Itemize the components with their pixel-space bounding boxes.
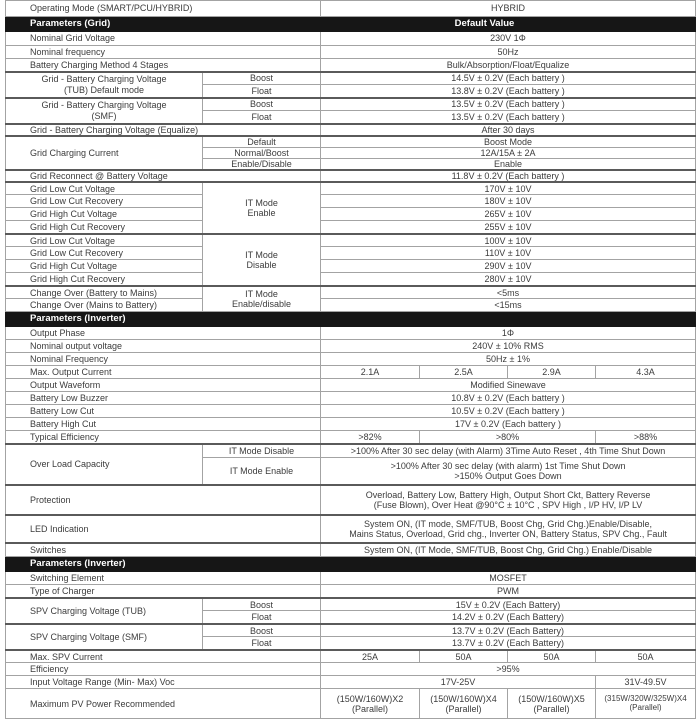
param-label-line2: (SMF) — [91, 110, 117, 121]
param-value: 170V ± 10V — [321, 182, 696, 195]
row-operating-mode — [6, 1, 696, 17]
section-header-inverter-cell — [6, 312, 696, 327]
param-label: Grid High Cut Voltage — [6, 208, 203, 221]
param-value: Enable — [321, 158, 696, 170]
row-it-enable-2 — [6, 195, 696, 208]
it-mode-label-line2: Enable — [247, 207, 276, 218]
model-value-1: >82% — [321, 431, 420, 444]
param-value: 17V ± 0.2V (Each battery ) — [321, 418, 696, 431]
param-value: 13.5V ± 0.2V (Each battery ) — [321, 111, 696, 124]
row-changeover-2 — [6, 299, 696, 312]
param-value-line2: >150% Output Goes Down — [454, 471, 562, 482]
param-label: Nominal output voltage — [6, 340, 321, 353]
section-header-grid-title: Parameters (Grid) — [30, 17, 111, 29]
section-header-grid — [6, 17, 696, 32]
row-it-disable-4 — [6, 273, 696, 286]
sub-label: Default — [203, 136, 321, 148]
pv-value-line1: (315W/320W/325W)X4 — [604, 693, 687, 703]
param-value — [321, 485, 696, 515]
row-typical-efficiency — [6, 431, 696, 444]
param-label-line2: (TUB) Default mode — [63, 84, 145, 95]
param-label: Battery High Cut — [6, 418, 321, 431]
sub-label: IT Mode Enable — [203, 458, 321, 485]
sub-label: IT Mode Disable — [203, 444, 321, 458]
param-label-line1: Grid - Battery Charging Voltage — [41, 74, 167, 85]
param-label: SPV Charging Voltage (TUB) — [6, 598, 203, 624]
section-header-inverter — [6, 312, 696, 327]
row-it-disable-1 — [6, 234, 696, 247]
sub-label: Enable/Disable — [203, 158, 321, 170]
model-value-2: >80% — [420, 431, 596, 444]
param-label: Grid Low Cut Recovery — [6, 195, 203, 208]
param-value: 280V ± 10V — [321, 273, 696, 286]
sub-label: Float — [203, 111, 321, 124]
sub-label: Normal/Boost — [203, 147, 321, 158]
param-label: Grid High Cut Recovery — [6, 273, 203, 286]
row-it-enable-1 — [6, 182, 696, 195]
model-value-2 — [420, 689, 508, 719]
model-value-3: >88% — [596, 431, 696, 444]
param-value: Modified Sinewave — [321, 379, 696, 392]
row-equalize — [6, 124, 696, 136]
param-label: Grid Low Cut Voltage — [6, 234, 203, 247]
row-it-enable-3 — [6, 208, 696, 221]
row-input-voltage-range — [6, 676, 696, 689]
param-label: SPV Charging Voltage (SMF) — [6, 624, 203, 650]
sub-label: Float — [203, 611, 321, 624]
pv-value-line1: (150W/160W)X4 — [430, 693, 497, 704]
param-value: 255V ± 10V — [321, 221, 696, 234]
param-label: Grid Low Cut Voltage — [6, 182, 203, 195]
row-nominal-output-voltage — [6, 340, 696, 353]
row-it-disable-2 — [6, 247, 696, 260]
param-value: <15ms — [321, 299, 696, 312]
param-label: Grid High Cut Voltage — [6, 260, 203, 273]
row-nominal-grid-voltage — [6, 32, 696, 46]
row-output-phase — [6, 327, 696, 340]
row-grid-reconnect — [6, 170, 696, 182]
row-max-output-current — [6, 366, 696, 379]
it-mode-enable-disable-cell — [203, 286, 321, 312]
param-value: 12A/15A ± 2A — [321, 147, 696, 158]
param-value: 15V ± 0.2V (Each Battery) — [321, 598, 696, 611]
pv-value-line2: (Parallel) — [533, 703, 570, 714]
model-value-1: 2.1A — [321, 366, 420, 379]
param-label: Over Load Capacity — [6, 444, 203, 485]
spec-table — [5, 0, 696, 719]
param-label: Max. SPV Current — [6, 650, 321, 663]
model-value-3 — [508, 689, 596, 719]
model-value-4 — [596, 689, 696, 719]
param-value: Boost Mode — [321, 136, 696, 148]
row-tub-boost — [6, 72, 696, 85]
sub-label: Boost — [203, 98, 321, 111]
param-label: Grid High Cut Recovery — [6, 221, 203, 234]
param-value: 180V ± 10V — [321, 195, 696, 208]
model-value-2: 2.5A — [420, 366, 508, 379]
sub-label: Boost — [203, 624, 321, 637]
row-changeover-1 — [6, 286, 696, 299]
param-value: 13.7V ± 0.2V (Each Battery) — [321, 624, 696, 637]
row-nominal-frequency — [6, 46, 696, 59]
model-value-3: 50A — [508, 650, 596, 663]
param-label: Grid Low Cut Recovery — [6, 247, 203, 260]
section-header-inverter-title: Parameters (Inverter) — [30, 313, 126, 325]
operating-mode-label: Operating Mode (SMART/PCU/HYBRID) — [6, 1, 321, 17]
param-value: 265V ± 10V — [321, 208, 696, 221]
param-value: <5ms — [321, 286, 696, 299]
operating-mode-value: HYBRID — [321, 1, 696, 17]
param-label: Grid - Battery Charging Voltage (Equalize) — [6, 124, 321, 136]
param-value-line1: Overload, Battery Low, Battery High, Output Short Ckt, Battery Reverse — [365, 489, 651, 500]
param-value: 10.8V ± 0.2V (Each battery ) — [321, 392, 696, 405]
param-label: LED Indication — [6, 515, 321, 543]
param-label-line1: Grid - Battery Charging Voltage — [41, 100, 167, 111]
row-led-indication — [6, 515, 696, 543]
sub-label: Float — [203, 637, 321, 650]
row-max-spv-current — [6, 650, 696, 663]
param-value: System ON, (IT Mode, SMF/TUB, Boost Chg, Grid Chg.) Enable/Disable — [321, 543, 696, 557]
row-nominal-frequency-inv — [6, 353, 696, 366]
param-label: Nominal Grid Voltage — [6, 32, 321, 46]
section-header-solar-title: Parameters (Inverter) — [30, 558, 126, 570]
it-mode-label-line1: IT Mode — [245, 249, 278, 260]
param-value — [321, 515, 696, 543]
param-value: After 30 days — [321, 124, 696, 136]
param-label: Output Waveform — [6, 379, 321, 392]
param-value-line2: (Fuse Blown), Over Heat @90°C ± 10°C , SPV High , I/P HV, I/P LV — [373, 499, 643, 510]
param-label: Switches — [6, 543, 321, 557]
row-switches — [6, 543, 696, 557]
param-label: Nominal Frequency — [6, 353, 321, 366]
param-value: 13.5V ± 0.2V (Each battery ) — [321, 98, 696, 111]
section-header-default-value: Default Value — [454, 17, 515, 29]
param-value: 290V ± 10V — [321, 260, 696, 273]
model-value-4: 4.3A — [596, 366, 696, 379]
section-header-solar — [6, 557, 696, 572]
param-label: Battery Low Cut — [6, 405, 321, 418]
model-value-1 — [321, 689, 420, 719]
model-value-4: 50A — [596, 650, 696, 663]
param-value: 1Φ — [321, 327, 696, 340]
row-battery-high-cut — [6, 418, 696, 431]
pv-value-line1: (150W/160W)X5 — [518, 693, 585, 704]
it-mode-label-line1: IT Mode — [245, 289, 278, 300]
sub-label: Float — [203, 85, 321, 98]
sub-label: Boost — [203, 72, 321, 85]
row-output-waveform — [6, 379, 696, 392]
param-label: Change Over (Mains to Battery) — [6, 299, 203, 312]
param-label: Output Phase — [6, 327, 321, 340]
param-label: Battery Low Buzzer — [6, 392, 321, 405]
row-battery-low-cut — [6, 405, 696, 418]
row-battery-low-buzzer — [6, 392, 696, 405]
param-value: >100% After 30 sec delay (with Alarm) 3Time Auto Reset , 4th Time Shut Down — [321, 444, 696, 458]
param-label: Type of Charger — [6, 585, 321, 598]
param-label: Maximum PV Power Recommended — [6, 689, 321, 719]
row-it-disable-3 — [6, 260, 696, 273]
param-label: Nominal frequency — [6, 46, 321, 59]
pv-value-line1: (150W/160W)X2 — [336, 693, 404, 704]
model-value-2: 50A — [420, 650, 508, 663]
param-label: Grid Charging Current — [6, 136, 203, 170]
param-value: Bulk/Absorption/Float/Equalize — [321, 59, 696, 72]
it-mode-label-line2: Enable/disable — [231, 299, 292, 310]
it-mode-disable-cell — [203, 234, 321, 286]
row-protection — [6, 485, 696, 515]
range-value-2: 31V-49.5V — [596, 676, 696, 689]
pv-value-line2: (Parallel) — [445, 703, 482, 714]
param-value-line2: Mains Status, Overload, Grid chg., Inverter ON, Battery Status, SPV Chg., Fault — [349, 528, 667, 539]
param-label: Protection — [6, 485, 321, 515]
param-label: Change Over (Battery to Mains) — [6, 286, 203, 299]
param-value-line1: >100% After 30 sec delay (with alarm) 1st Time Shut Down — [390, 461, 626, 472]
param-value: 230V 1Φ — [321, 32, 696, 46]
row-overload-disable — [6, 444, 696, 458]
row-spv-tub-boost — [6, 598, 696, 611]
it-mode-label-line2: Disable — [246, 259, 277, 270]
param-label: Efficiency — [6, 663, 321, 676]
param-label-smf — [6, 98, 203, 124]
param-value: 50Hz ± 1% — [321, 353, 696, 366]
row-charging-current-default — [6, 136, 696, 148]
param-value: 240V ± 10% RMS — [321, 340, 696, 353]
param-value: 11.8V ± 0.2V (Each battery ) — [321, 170, 696, 182]
param-label: Switching Element — [6, 572, 321, 585]
row-type-of-charger — [6, 585, 696, 598]
section-header-solar-cell — [6, 557, 696, 572]
model-value-3: 2.9A — [508, 366, 596, 379]
pv-value-line2: (Parallel) — [352, 703, 389, 714]
param-value: 110V ± 10V — [321, 247, 696, 260]
param-value: MOSFET — [321, 572, 696, 585]
row-max-pv-power — [6, 689, 696, 719]
model-value-1: 25A — [321, 650, 420, 663]
param-value: 100V ± 10V — [321, 234, 696, 247]
param-value: 14.2V ± 0.2V (Each Battery) — [321, 611, 696, 624]
param-value: 10.5V ± 0.2V (Each battery ) — [321, 405, 696, 418]
range-value-1: 17V-25V — [321, 676, 596, 689]
it-mode-enable-cell — [203, 182, 321, 234]
pv-value-line2: (Parallel) — [629, 702, 662, 712]
it-mode-label-line1: IT Mode — [245, 197, 278, 208]
param-value: 14.5V ± 0.2V (Each battery ) — [321, 72, 696, 85]
row-efficiency — [6, 663, 696, 676]
sub-label: Boost — [203, 598, 321, 611]
row-charging-method — [6, 59, 696, 72]
param-label: Typical Efficiency — [6, 431, 321, 444]
param-label: Input Voltage Range (Min- Max) Voc — [6, 676, 321, 689]
param-value: >95% — [321, 663, 696, 676]
param-label: Grid Reconnect @ Battery Voltage — [6, 170, 321, 182]
row-it-enable-4 — [6, 221, 696, 234]
param-label: Battery Charging Method 4 Stages — [6, 59, 321, 72]
row-switching-element — [6, 572, 696, 585]
param-label-tub — [6, 72, 203, 98]
param-value: 50Hz — [321, 46, 696, 59]
param-value: 13.7V ± 0.2V (Each Battery) — [321, 637, 696, 650]
param-value: 13.8V ± 0.2V (Each battery ) — [321, 85, 696, 98]
row-spv-smf-boost — [6, 624, 696, 637]
param-value: PWM — [321, 585, 696, 598]
param-label: Max. Output Current — [6, 366, 321, 379]
param-value-line1: System ON, (IT mode, SMF/TUB, Boost Chg, Grid Chg.)Enable/Disable, — [364, 518, 652, 529]
section-header-grid-cell — [6, 17, 696, 32]
row-smf-boost — [6, 98, 696, 111]
param-value — [321, 458, 696, 485]
